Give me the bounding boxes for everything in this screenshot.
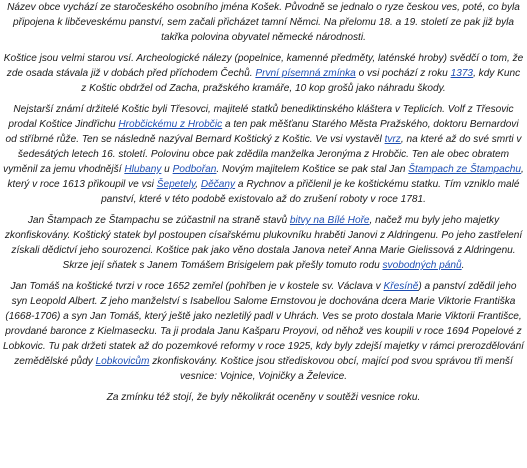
paragraph-name-origin [3, 0, 524, 45]
link-kresin[interactable]: Křesíně [383, 281, 419, 292]
text: , kdy Kunc z Koštic obdržel od Zacha, pražského kramáře, 10 kop grošů jako náhradu škody. [81, 68, 521, 94]
link-decany[interactable]: Děčany [200, 179, 236, 190]
link-hlubany[interactable]: Hlubany [124, 164, 162, 175]
text: , na které až do své smrti v šedesátých letech 16. století. Polovinu obce pak zdědila manželka Jeronýma z Hrobčic. Ten ale obec obratem vyměnil za jemu vhodnější [3, 134, 522, 175]
link-tvrz[interactable]: tvrz [384, 134, 401, 145]
link-podboran[interactable]: Podbořan [172, 164, 217, 175]
text: Koštice jsou velmi starou vsí. Archeologické nálezy (popelnice, kamenné předměty, laténské hroby) svědčí o tom, že zde osada stávala již v dobách před příchodem Čechů. [3, 53, 524, 79]
link-stampach[interactable]: Štampach ze Štampachu [408, 164, 522, 175]
text: u [161, 164, 173, 175]
paragraph-owners [3, 102, 524, 207]
link-first-mention[interactable]: První písemná zmínka [255, 68, 356, 79]
text: zkonfiskovány. Koštice jsou střediskovou obcí, mající pod svou správou tři menší vesnice: Vojnice, Vojničky a Želevice. [149, 356, 513, 382]
text: . Novým majitelem Koštice se pak stal Jan [216, 164, 409, 175]
link-white-mountain[interactable]: bitvy na Bílé Hoře [289, 215, 370, 226]
text: , načež mu byly jeho majetky zkonfiskovány. Koštický statek byl postoupen císařskému plukovníku hraběti Janovi z Aldringenu. Po jeho zastřelení získali dědictví jeho sourozenci. Koštice pak jako věno dostala Janova neteř Anna Marie Gielissová z Aldringenu. Skrze její sňatek s Janem Tomášem Brisigelem pak přešly tomuto rodu [4, 215, 523, 271]
text: o vsi pochází z roku [355, 68, 451, 79]
text: a ten pak měšťanu Starého Města Pražského, doktoru Bernardovi od stříbrné růže. Ten se následně nazýval Bernard Koštický z Koštic. Ve vsi vystavěl [5, 119, 519, 145]
paragraph-lobkovic [3, 279, 524, 384]
link-lobkovic[interactable]: Lobkovicům [95, 356, 150, 367]
text: Jan Štampach ze Štampachu se zúčastnil na straně stavů [27, 215, 290, 226]
text: Za zmínku též stojí, že byly několikrát oceněny v soutěži vesnice roku. [106, 392, 421, 403]
text: a Rychnov a přičlenil je ke koštickému statku. Tím vzniklo malé panství, které v této podobě existovalo až do zrušení roboty v roce 1781. [101, 179, 520, 205]
text: , který v roce 1613 přikoupil ve vsi [7, 164, 524, 190]
link-sepetely[interactable]: Šepetely [156, 179, 196, 190]
link-free-lords[interactable]: svobodných pánů [382, 260, 462, 271]
text: ) a panství zdědil jeho syn Leopold Albert. Z jeho manželství s Isabellou Salome Ernstovou je dochována dcera Marie Viktorie Františka (1668-1706) a syn Jan Tomáš, který ještě jako nezletilý padl v Uhrách. Ves se proto dostala Marie Viktorii Františce, provdané baronce z Kielmasecku. Ta ji prodala Janu Kašparu Proyovi, od něhož ves koupili v roce 1694 Popelové z Lobkovic. Tu pak držeti statek až do pozemkové reformy v roce 1925, kdy byly zdejší majetky v rámci prerozdělování zemědělské půdy [3, 281, 524, 367]
text: . [461, 260, 465, 271]
link-year-1373[interactable]: 1373 [450, 68, 474, 79]
paragraph-white-mountain [3, 213, 524, 273]
text: Jan Tomáš na koštické tvrzi v roce 1652 zemřel (pohřben je v kostele sv. Václava v [10, 281, 384, 292]
paragraph-archaeology [3, 51, 524, 96]
text: Název obce vychází ze staročeského osobního jména Košek. Původně se jednalo o ryze českou ves, poté, co byla připojena k libčeveskému panství, sem začali přicházet tamní Němci. Na přelomu 18. a 19. století ze pak již byla takřka polovina obyvatel německé národnosti. [7, 2, 520, 43]
link-hrobcicky[interactable]: Hrobčickému z Hrobčic [118, 119, 223, 130]
paragraph-village-award [3, 390, 524, 405]
text: , [195, 179, 201, 190]
text: Nejstarší známí držitelé Koštic byli Třesovci, majitelé statků benediktinského kláštera v Teplicích. Volf z Třesovic prodal Koštice Jindřichu [8, 104, 514, 130]
